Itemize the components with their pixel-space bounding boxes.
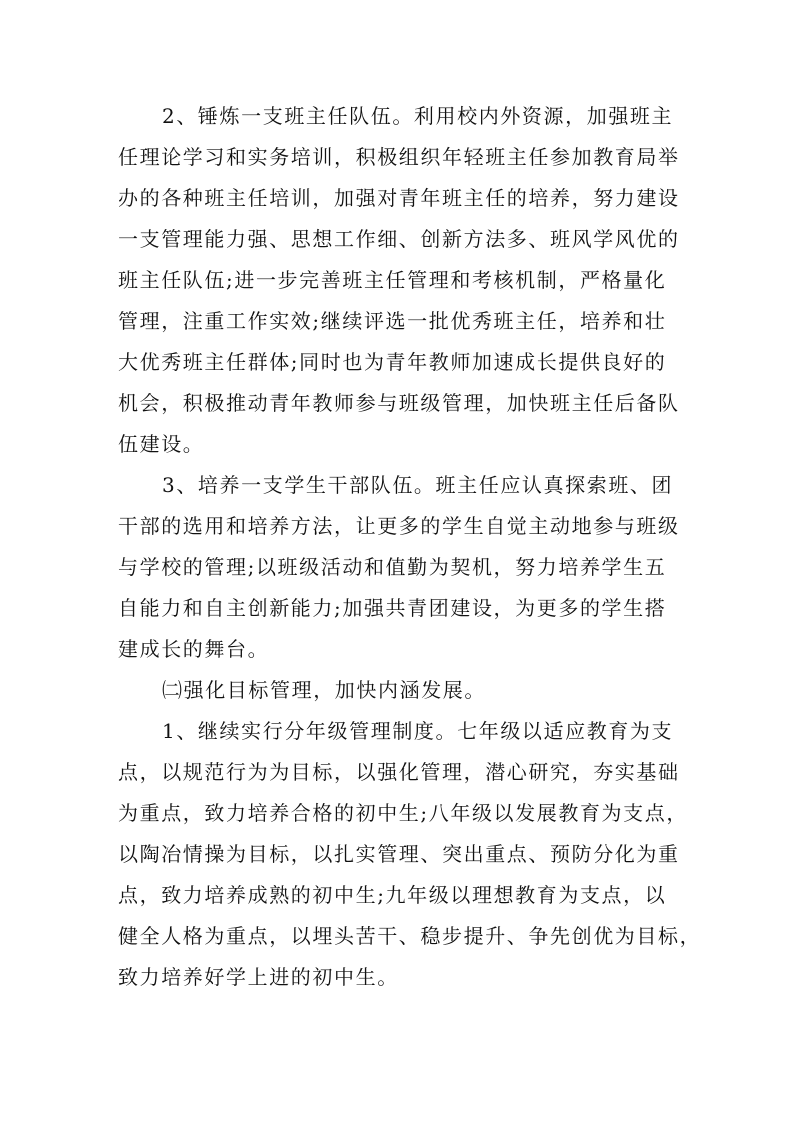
paragraph-line: 为重点，致力培养合格的初中生;八年级以发展教育为支点， (118, 801, 688, 825)
paragraph-line: 与学校的管理;以班级活动和值勤为契机，努力培养学生五 (118, 555, 667, 579)
paragraph-line: 2、锤炼一支班主任队伍。利用校内外资源，加强班主 (162, 104, 674, 128)
paragraph-line: 3、培养一支学生干部队伍。班主任应认真探索班、团 (162, 473, 674, 497)
paragraph-line: 建成长的舞台。 (118, 637, 270, 661)
paragraph-line: 机会，积极推动青年教师参与班级管理，加快班主任后备队 (118, 391, 680, 415)
paragraph-line: 以陶冶情操为目标，以扎实管理、突出重点、预防分化为重 (118, 842, 680, 866)
document-body (118, 96, 702, 998)
paragraph-line: 1、继续实行分年级管理制度。七年级以适应教育为支 (162, 719, 674, 743)
paragraph-line: 办的各种班主任培训，加强对青年班主任的培养，努力建设 (118, 186, 680, 210)
paragraph-line: 干部的选用和培养方法，让更多的学生自觉主动地参与班级 (118, 514, 680, 538)
paragraph-line: 伍建设。 (118, 432, 205, 456)
section-heading: ㈡强化目标管理，加快内涵发展。 (162, 678, 486, 702)
paragraph-line: 班主任队伍;进一步完善班主任管理和考核机制，严格量化 (118, 268, 667, 292)
paragraph-line: 一支管理能力强、思想工作细、创新方法多、班风学风优的 (118, 227, 680, 251)
paragraph-line: 自能力和自主创新能力;加强共青团建设，为更多的学生搭 (118, 596, 667, 620)
paragraph-line: 致力培养好学上进的初中生。 (118, 965, 399, 989)
paragraph-line: 点，以规范行为为目标，以强化管理，潜心研究，夯实基础 (118, 760, 680, 784)
paragraph-line: 健全人格为重点，以埋头苦干、稳步提升、争先创优为目标， (118, 924, 702, 948)
paragraph-line: 大优秀班主任群体;同时也为青年教师加速成长提供良好的 (118, 350, 667, 374)
paragraph-line: 管理，注重工作实效;继续评选一批优秀班主任，培养和壮 (118, 309, 667, 333)
paragraph-line: 任理论学习和实务培训，积极组织年轻班主任参加教育局举 (118, 145, 680, 169)
paragraph-line: 点，致力培养成熟的初中生;九年级以理想教育为支点，以 (118, 883, 667, 907)
